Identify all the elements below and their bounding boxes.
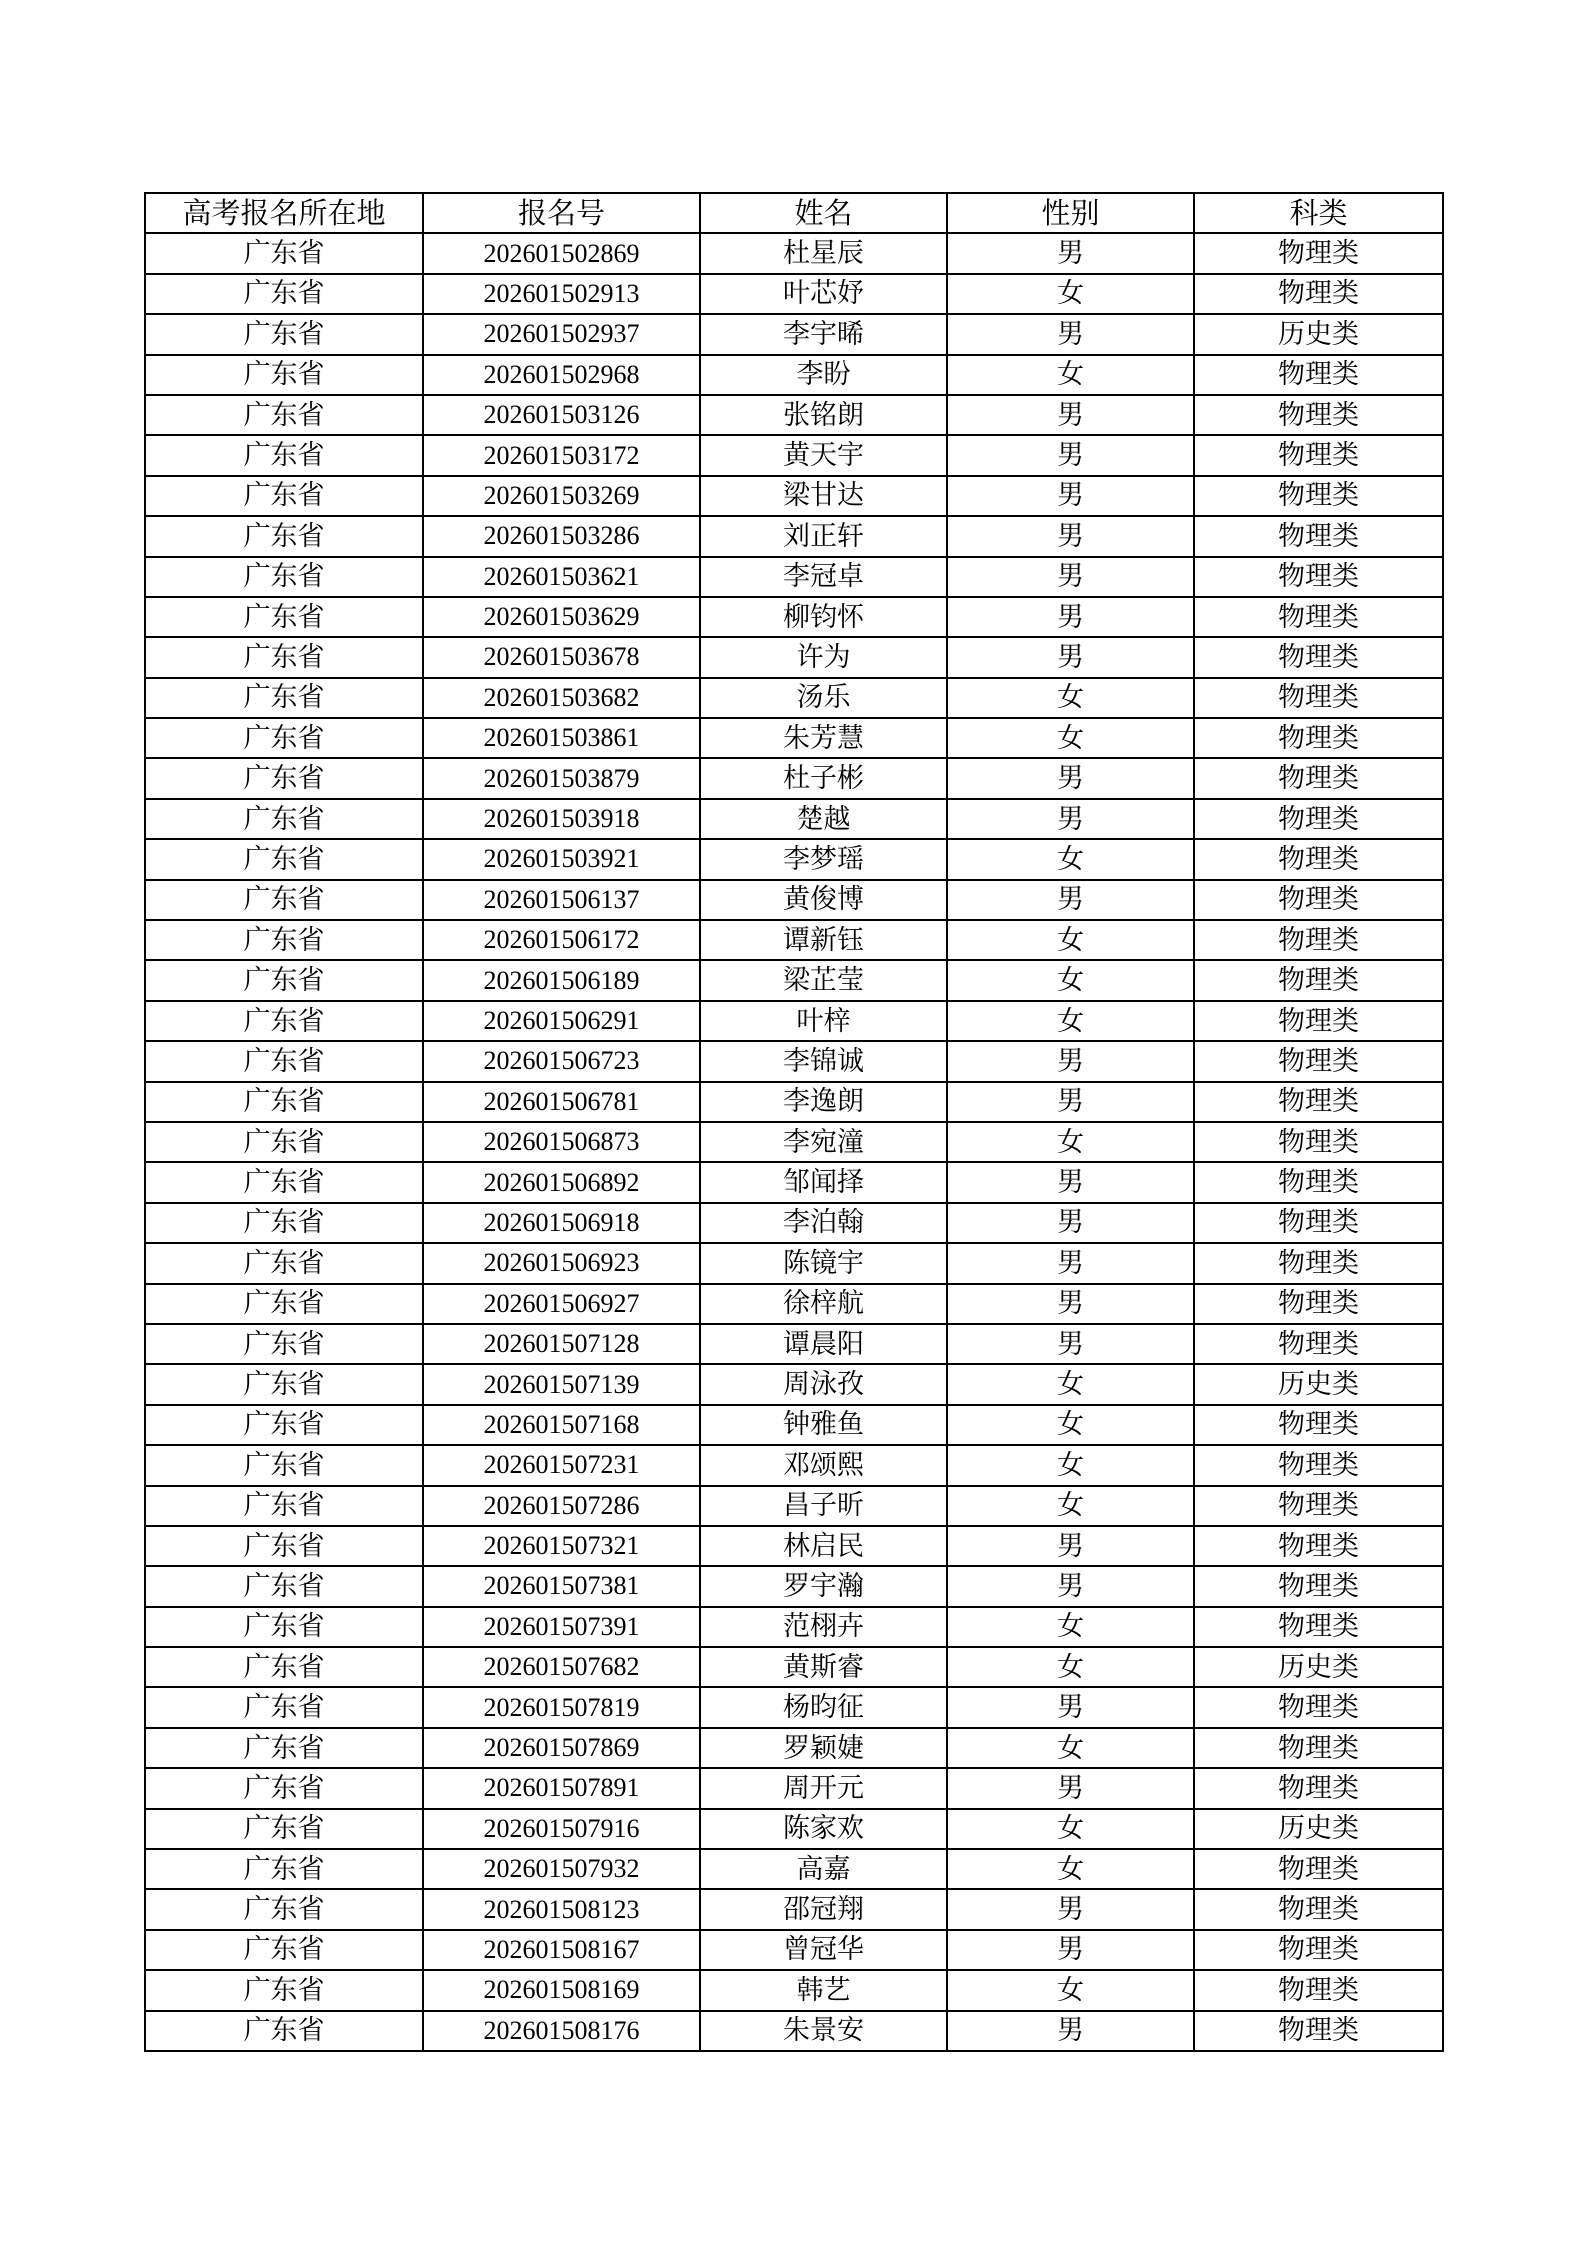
gender-cell: 女 [947,1001,1194,1041]
name-cell: 黄斯睿 [700,1647,947,1687]
table-row [145,1526,1443,1566]
gender-cell: 女 [947,1445,1194,1485]
region-cell: 广东省 [145,1768,423,1808]
gender-cell: 男 [947,758,1194,798]
name-cell: 汤乐 [700,678,947,718]
name-cell: 罗颖婕 [700,1728,947,1768]
region-cell: 广东省 [145,355,423,395]
table-row [145,920,1443,960]
region-cell: 广东省 [145,1243,423,1283]
region-cell: 广东省 [145,1930,423,1970]
region-cell: 广东省 [145,678,423,718]
gender-cell: 女 [947,274,1194,314]
region-cell: 广东省 [145,799,423,839]
registration-number-cell: 202601507321 [423,1526,700,1566]
table-row [145,678,1443,718]
registration-number-cell: 202601503172 [423,435,700,475]
gender-cell: 男 [947,557,1194,597]
table-row [145,637,1443,677]
region-cell: 广东省 [145,1445,423,1485]
registration-number-cell: 202601508167 [423,1930,700,1970]
gender-cell: 男 [947,1889,1194,1929]
subject-cell: 物理类 [1194,355,1443,395]
subject-cell: 物理类 [1194,476,1443,516]
subject-cell: 物理类 [1194,597,1443,637]
subject-cell: 物理类 [1194,920,1443,960]
subject-cell: 物理类 [1194,718,1443,758]
region-cell: 广东省 [145,395,423,435]
gender-cell: 男 [947,476,1194,516]
table-row [145,1889,1443,1929]
table-row [145,839,1443,879]
subject-cell: 历史类 [1194,314,1443,354]
registration-number-cell: 202601508123 [423,1889,700,1929]
table-row [145,1203,1443,1243]
name-cell: 朱景安 [700,2011,947,2051]
name-cell: 梁甘达 [700,476,947,516]
gender-cell: 男 [947,1284,1194,1324]
registration-number-cell: 202601506918 [423,1203,700,1243]
gender-cell: 男 [947,1162,1194,1202]
registration-number-cell: 202601508176 [423,2011,700,2051]
gender-cell: 男 [947,516,1194,556]
table-row [145,1970,1443,2010]
name-cell: 钟雅鱼 [700,1405,947,1445]
name-cell: 陈镜宇 [700,1243,947,1283]
candidate-table [144,192,1444,2052]
region-cell: 广东省 [145,758,423,798]
table-row [145,516,1443,556]
name-cell: 黄俊博 [700,880,947,920]
subject-cell: 物理类 [1194,1970,1443,2010]
subject-cell: 历史类 [1194,1647,1443,1687]
name-cell: 李泊翰 [700,1203,947,1243]
registration-number-cell: 202601503269 [423,476,700,516]
table-row [145,476,1443,516]
region-cell: 广东省 [145,1566,423,1606]
subject-cell: 物理类 [1194,1889,1443,1929]
registration-number-cell: 202601507869 [423,1728,700,1768]
registration-number-cell: 202601507391 [423,1607,700,1647]
region-cell: 广东省 [145,597,423,637]
name-cell: 杜星辰 [700,233,947,273]
region-cell: 广东省 [145,1001,423,1041]
registration-number-cell: 202601507139 [423,1364,700,1404]
subject-cell: 物理类 [1194,1607,1443,1647]
region-cell: 广东省 [145,1607,423,1647]
gender-cell: 女 [947,1607,1194,1647]
name-cell: 叶梓 [700,1001,947,1041]
registration-number-cell: 202601503682 [423,678,700,718]
subject-cell: 物理类 [1194,1405,1443,1445]
registration-number-cell: 202601506137 [423,880,700,920]
region-cell: 广东省 [145,274,423,314]
region-cell: 广东省 [145,1203,423,1243]
gender-cell: 女 [947,1970,1194,2010]
region-cell: 广东省 [145,1728,423,1768]
name-cell: 楚越 [700,799,947,839]
region-cell: 广东省 [145,1041,423,1081]
subject-cell: 物理类 [1194,435,1443,475]
region-cell: 广东省 [145,960,423,1000]
subject-cell: 物理类 [1194,1486,1443,1526]
registration-number-cell: 202601506892 [423,1162,700,1202]
subject-cell: 物理类 [1194,1526,1443,1566]
table-row [145,435,1443,475]
region-cell: 广东省 [145,1970,423,2010]
table-row [145,1486,1443,1526]
region-cell: 广东省 [145,1364,423,1404]
name-cell: 范栩卉 [700,1607,947,1647]
header-row [145,193,1443,233]
gender-cell: 男 [947,1687,1194,1727]
table-row [145,960,1443,1000]
table-row [145,1041,1443,1081]
region-cell: 广东省 [145,1324,423,1364]
subject-cell: 物理类 [1194,1687,1443,1727]
registration-number-cell: 202601507286 [423,1486,700,1526]
gender-cell: 女 [947,355,1194,395]
name-cell: 李梦瑶 [700,839,947,879]
table-row [145,718,1443,758]
region-cell: 广东省 [145,1162,423,1202]
subject-cell: 物理类 [1194,1930,1443,1970]
table-row [145,1324,1443,1364]
gender-cell: 女 [947,1849,1194,1889]
subject-cell: 物理类 [1194,2011,1443,2051]
region-cell: 广东省 [145,880,423,920]
subject-cell: 物理类 [1194,799,1443,839]
gender-cell: 女 [947,1364,1194,1404]
gender-cell: 男 [947,1526,1194,1566]
subject-cell: 物理类 [1194,1445,1443,1485]
table-row [145,1607,1443,1647]
table-row [145,799,1443,839]
registration-number-cell: 202601502968 [423,355,700,395]
registration-number-cell: 202601503879 [423,758,700,798]
subject-cell: 物理类 [1194,839,1443,879]
name-cell: 林启民 [700,1526,947,1566]
name-cell: 邹闻择 [700,1162,947,1202]
region-cell: 广东省 [145,2011,423,2051]
name-cell: 柳钧怀 [700,597,947,637]
table-row [145,1849,1443,1889]
header-name: 姓名 [700,193,947,233]
name-cell: 许为 [700,637,947,677]
registration-number-cell: 202601506873 [423,1122,700,1162]
table-row [145,1284,1443,1324]
subject-cell: 物理类 [1194,880,1443,920]
name-cell: 杨昀征 [700,1687,947,1727]
region-cell: 广东省 [145,1849,423,1889]
name-cell: 昌子昕 [700,1486,947,1526]
subject-cell: 物理类 [1194,1122,1443,1162]
registration-number-cell: 202601506781 [423,1082,700,1122]
gender-cell: 女 [947,678,1194,718]
gender-cell: 男 [947,314,1194,354]
gender-cell: 女 [947,1647,1194,1687]
table-header [145,193,1443,233]
name-cell: 李锦诚 [700,1041,947,1081]
region-cell: 广东省 [145,637,423,677]
subject-cell: 物理类 [1194,233,1443,273]
registration-number-cell: 202601507381 [423,1566,700,1606]
subject-cell: 物理类 [1194,274,1443,314]
registration-number-cell: 202601506923 [423,1243,700,1283]
name-cell: 周泳孜 [700,1364,947,1404]
region-cell: 广东省 [145,839,423,879]
registration-number-cell: 202601502937 [423,314,700,354]
registration-number-cell: 202601506172 [423,920,700,960]
region-cell: 广东省 [145,1122,423,1162]
header-subject-category: 科类 [1194,193,1443,233]
region-cell: 广东省 [145,1889,423,1929]
registration-number-cell: 202601503629 [423,597,700,637]
gender-cell: 男 [947,1768,1194,1808]
name-cell: 朱芳慧 [700,718,947,758]
subject-cell: 物理类 [1194,1041,1443,1081]
table-row [145,395,1443,435]
subject-cell: 物理类 [1194,1284,1443,1324]
subject-cell: 历史类 [1194,1364,1443,1404]
gender-cell: 男 [947,1203,1194,1243]
subject-cell: 物理类 [1194,1162,1443,1202]
name-cell: 李逸朗 [700,1082,947,1122]
header-gender: 性别 [947,193,1194,233]
name-cell: 杜子彬 [700,758,947,798]
table-row [145,1809,1443,1849]
table-row [145,880,1443,920]
gender-cell: 女 [947,960,1194,1000]
region-cell: 广东省 [145,516,423,556]
table-row [145,1122,1443,1162]
subject-cell: 物理类 [1194,1768,1443,1808]
subject-cell: 物理类 [1194,557,1443,597]
region-cell: 广东省 [145,557,423,597]
name-cell: 谭晨阳 [700,1324,947,1364]
subject-cell: 物理类 [1194,960,1443,1000]
table-row [145,1082,1443,1122]
gender-cell: 男 [947,1082,1194,1122]
subject-cell: 物理类 [1194,395,1443,435]
name-cell: 黄天宇 [700,435,947,475]
region-cell: 广东省 [145,1284,423,1324]
registration-number-cell: 202601507231 [423,1445,700,1485]
name-cell: 李宛潼 [700,1122,947,1162]
subject-cell: 物理类 [1194,1203,1443,1243]
region-cell: 广东省 [145,1486,423,1526]
registration-number-cell: 202601507819 [423,1687,700,1727]
gender-cell: 男 [947,395,1194,435]
name-cell: 韩艺 [700,1970,947,2010]
gender-cell: 女 [947,1122,1194,1162]
subject-cell: 物理类 [1194,1001,1443,1041]
registration-number-cell: 202601503286 [423,516,700,556]
name-cell: 邵冠翔 [700,1889,947,1929]
table-row [145,557,1443,597]
registration-number-cell: 202601506189 [423,960,700,1000]
gender-cell: 男 [947,637,1194,677]
region-cell: 广东省 [145,1687,423,1727]
subject-cell: 物理类 [1194,758,1443,798]
registration-number-cell: 202601507168 [423,1405,700,1445]
gender-cell: 男 [947,233,1194,273]
gender-cell: 女 [947,718,1194,758]
gender-cell: 男 [947,2011,1194,2051]
registration-number-cell: 202601503921 [423,839,700,879]
name-cell: 陈家欢 [700,1809,947,1849]
registration-number-cell: 202601502869 [423,233,700,273]
region-cell: 广东省 [145,1082,423,1122]
registration-number-cell: 202601506927 [423,1284,700,1324]
registration-number-cell: 202601507682 [423,1647,700,1687]
gender-cell: 男 [947,799,1194,839]
table-row [145,2011,1443,2051]
table-row [145,597,1443,637]
name-cell: 曾冠华 [700,1930,947,1970]
gender-cell: 女 [947,920,1194,960]
table-row [145,233,1443,273]
subject-cell: 物理类 [1194,678,1443,718]
gender-cell: 男 [947,1324,1194,1364]
name-cell: 梁芷莹 [700,960,947,1000]
table-body [145,233,1443,2051]
region-cell: 广东省 [145,1809,423,1849]
name-cell: 谭新钰 [700,920,947,960]
gender-cell: 女 [947,1728,1194,1768]
table-row [145,1445,1443,1485]
subject-cell: 历史类 [1194,1809,1443,1849]
gender-cell: 男 [947,1566,1194,1606]
gender-cell: 女 [947,839,1194,879]
gender-cell: 女 [947,1809,1194,1849]
name-cell: 邓颂熙 [700,1445,947,1485]
name-cell: 罗宇瀚 [700,1566,947,1606]
region-cell: 广东省 [145,1647,423,1687]
table-row [145,1647,1443,1687]
registration-number-cell: 202601508169 [423,1970,700,2010]
registration-number-cell: 202601503861 [423,718,700,758]
gender-cell: 女 [947,1405,1194,1445]
gender-cell: 女 [947,1486,1194,1526]
gender-cell: 男 [947,1041,1194,1081]
header-region: 高考报名所在地 [145,193,423,233]
registration-number-cell: 202601503126 [423,395,700,435]
registration-number-cell: 202601503621 [423,557,700,597]
table-row [145,1687,1443,1727]
table-row [145,274,1443,314]
name-cell: 高嘉 [700,1849,947,1889]
table-row [145,1768,1443,1808]
gender-cell: 男 [947,597,1194,637]
table-row [145,1930,1443,1970]
subject-cell: 物理类 [1194,1566,1443,1606]
region-cell: 广东省 [145,718,423,758]
name-cell: 李冠卓 [700,557,947,597]
registration-number-cell: 202601507932 [423,1849,700,1889]
gender-cell: 男 [947,435,1194,475]
table-row [145,1001,1443,1041]
subject-cell: 物理类 [1194,516,1443,556]
region-cell: 广东省 [145,435,423,475]
registration-number-cell: 202601503678 [423,637,700,677]
region-cell: 广东省 [145,1526,423,1566]
registration-number-cell: 202601506291 [423,1001,700,1041]
registration-number-cell: 202601502913 [423,274,700,314]
region-cell: 广东省 [145,1405,423,1445]
name-cell: 李宇晞 [700,314,947,354]
table-row [145,758,1443,798]
region-cell: 广东省 [145,476,423,516]
table-row [145,355,1443,395]
gender-cell: 男 [947,1930,1194,1970]
name-cell: 周开元 [700,1768,947,1808]
table-row [145,1566,1443,1606]
region-cell: 广东省 [145,233,423,273]
subject-cell: 物理类 [1194,1849,1443,1889]
table-row [145,1364,1443,1404]
table-row [145,314,1443,354]
name-cell: 刘正轩 [700,516,947,556]
gender-cell: 男 [947,1243,1194,1283]
table-row [145,1162,1443,1202]
region-cell: 广东省 [145,920,423,960]
table-row [145,1405,1443,1445]
subject-cell: 物理类 [1194,637,1443,677]
table-row [145,1728,1443,1768]
subject-cell: 物理类 [1194,1082,1443,1122]
subject-cell: 物理类 [1194,1728,1443,1768]
registration-number-cell: 202601503918 [423,799,700,839]
registration-number-cell: 202601506723 [423,1041,700,1081]
registration-number-cell: 202601507891 [423,1768,700,1808]
region-cell: 广东省 [145,314,423,354]
table-row [145,1243,1443,1283]
name-cell: 徐梓航 [700,1284,947,1324]
subject-cell: 物理类 [1194,1324,1443,1364]
name-cell: 叶芯妤 [700,274,947,314]
name-cell: 李盼 [700,355,947,395]
registration-number-cell: 202601507128 [423,1324,700,1364]
name-cell: 张铭朗 [700,395,947,435]
registration-number-cell: 202601507916 [423,1809,700,1849]
gender-cell: 男 [947,880,1194,920]
subject-cell: 物理类 [1194,1243,1443,1283]
header-registration-number: 报名号 [423,193,700,233]
